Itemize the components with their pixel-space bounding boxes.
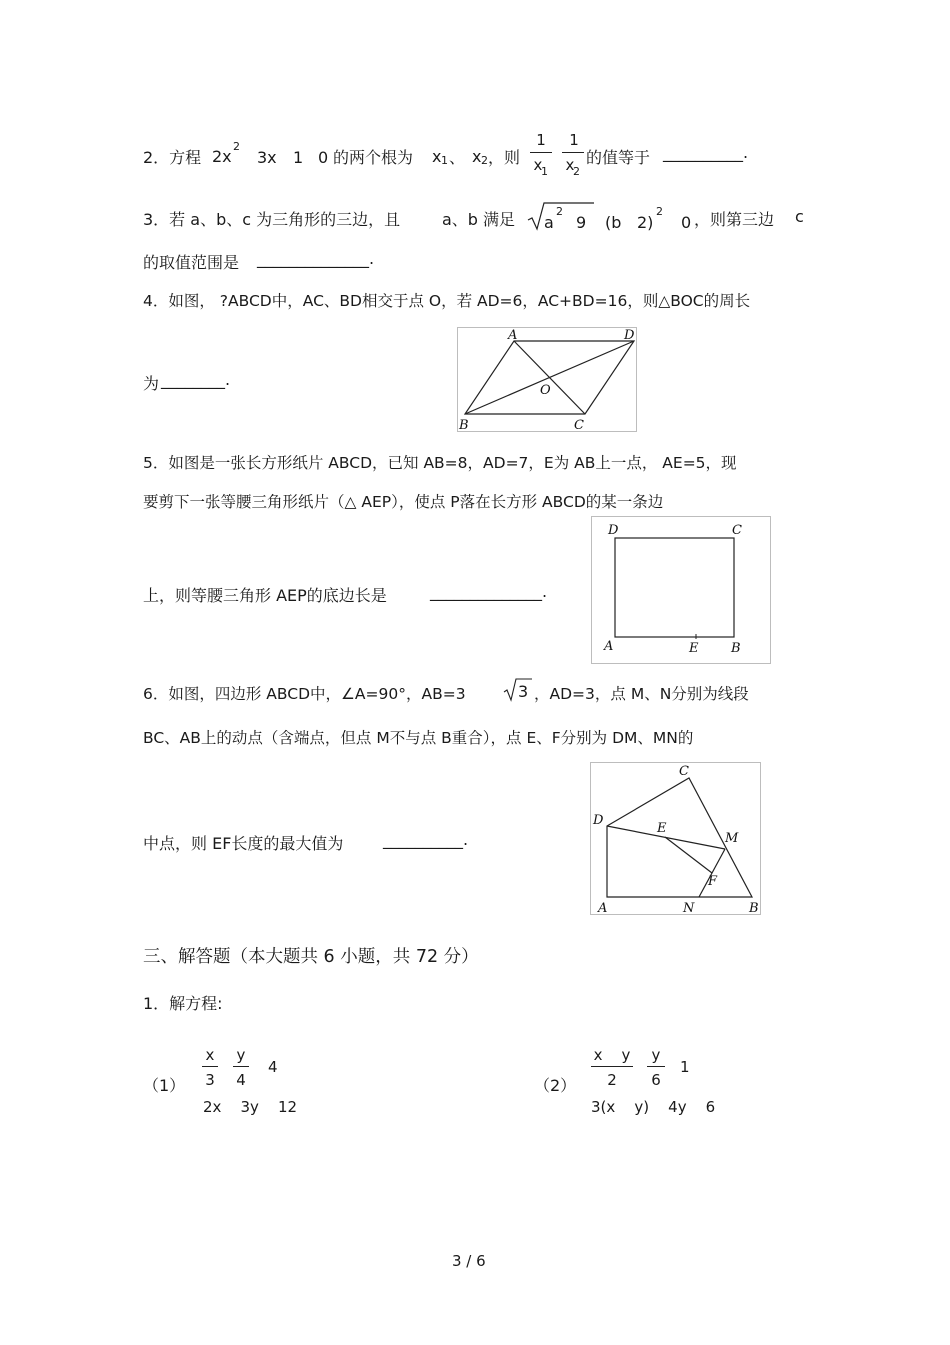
- quadrilateral-diagram: [591, 763, 760, 914]
- label-B: B: [731, 641, 741, 656]
- q6-line1-a: 6．如图，四边形 ABCD中，∠A=90°，AB=3: [143, 685, 466, 703]
- q3-line2: 的取值范围是: [143, 253, 240, 272]
- q2-root2-sub: 2: [481, 154, 488, 167]
- parallelogram-figure: [457, 327, 637, 432]
- q3-line1-a: 3．若 a、b、c 为三角形的三边，且: [143, 210, 401, 229]
- q4-line1: 4．如图， ?ABCD中，AC、BD相交于点 O，若 AD=6，AC+BD=16，则△BOC的周长: [143, 292, 751, 310]
- label-A: A: [508, 328, 518, 343]
- system2-fy-den: 6: [651, 1071, 661, 1089]
- q3-zero: 0: [681, 213, 692, 232]
- q2-mid-text: 的两个根为: [333, 148, 414, 167]
- q2-then: ，则: [488, 148, 521, 167]
- q2-suffix: 的值等于: [586, 148, 651, 167]
- q6-root-value: 3: [518, 682, 529, 701]
- q3-square: 2: [656, 205, 663, 218]
- q6-line3: 中点，则 EF长度的最大值为: [143, 834, 344, 853]
- q4-answer-blank: ________.: [161, 370, 231, 389]
- q2-frac1-bar: [530, 152, 552, 153]
- diagonal-bd: [465, 341, 634, 414]
- label-A: A: [604, 639, 614, 654]
- label-B: B: [749, 901, 759, 914]
- system1-fx-den: 3: [205, 1071, 215, 1089]
- q2-frac1-den-sub: 1: [541, 165, 548, 178]
- rectangle-outline: [615, 538, 734, 637]
- system2-fxy-den: 2: [607, 1071, 617, 1089]
- label-D: D: [593, 813, 604, 828]
- q2-root1: x: [432, 147, 442, 166]
- system2-label: （2）: [534, 1076, 577, 1095]
- rectangle-diagram: [592, 517, 770, 663]
- label-F: F: [708, 874, 718, 889]
- q5-line1: 5．如图是一张长方形纸片 ABCD，已知 AB=8，AD=7，E为 AB上一点， AE=5，现: [143, 454, 737, 472]
- q2-root1-sub: 1: [441, 154, 448, 167]
- system2-rhs: 1: [680, 1058, 690, 1076]
- q2-frac2-den: x: [565, 156, 575, 174]
- label-C: C: [679, 764, 689, 779]
- q5-line2: 要剪下一张等腰三角形纸片（△ AEP），使点 P落在长方形 ABCD的某一条边: [143, 493, 664, 511]
- label-E: E: [657, 821, 667, 836]
- label-B: B: [459, 418, 469, 431]
- label-C: C: [574, 418, 584, 431]
- label-M: M: [725, 831, 739, 846]
- quadrilateral-figure: [590, 762, 761, 915]
- label-C: C: [732, 523, 742, 538]
- q2-frac2-den-sub: 2: [573, 165, 580, 178]
- q2-frac1-num: 1: [536, 131, 546, 149]
- q2-answer-blank: __________.: [663, 143, 749, 162]
- label-D: D: [608, 523, 619, 538]
- system2-fxy-bar: [591, 1066, 633, 1067]
- system1-fx-bar: [202, 1066, 218, 1067]
- label-E: E: [689, 641, 699, 656]
- q5-answer-blank: ______________.: [430, 582, 548, 601]
- rectangle-figure: [591, 516, 771, 664]
- q2-exponent: 2: [233, 140, 240, 153]
- label-N: N: [683, 901, 695, 914]
- q2-sep: 、: [449, 148, 466, 167]
- q3-c: c: [795, 207, 804, 226]
- q2-frac1-den: x: [533, 156, 543, 174]
- q3-rad-a: a: [544, 213, 554, 232]
- label-A: A: [598, 901, 608, 914]
- q2-term-3x: 3x: [257, 148, 277, 167]
- system1-fy-bar: [233, 1066, 249, 1067]
- page-number: 3 / 6: [452, 1252, 486, 1270]
- system1-rhs: 4: [268, 1058, 278, 1076]
- system2-line2: 3(x y) 4y 6: [591, 1098, 716, 1116]
- q3-rad-sup: 2: [556, 205, 563, 218]
- q2-term-2x: 2x: [212, 147, 232, 166]
- section-3-heading: 三、解答题（本大题共 6 小题，共 72 分）: [143, 947, 479, 967]
- q3-answer-blank: ______________.: [257, 249, 375, 268]
- q2-frac2-bar: [562, 152, 584, 153]
- parallelogram-diagram: [458, 328, 636, 431]
- q2-prefix: 2．方程: [143, 148, 202, 167]
- section-3-q1: 1．解方程:: [143, 994, 223, 1013]
- q5-line3: 上，则等腰三角形 AEP的底边长是: [143, 586, 387, 605]
- system2-fy-num: y: [651, 1046, 661, 1064]
- system1-label: （1）: [143, 1076, 186, 1095]
- q2-term-1: 1: [293, 148, 304, 167]
- q6-answer-blank: __________.: [383, 830, 469, 849]
- q2-term-0: 0: [318, 148, 329, 167]
- system1-fy-num: y: [236, 1046, 246, 1064]
- q3-rad-9: 9: [576, 213, 587, 232]
- q2-root2: x: [472, 147, 482, 166]
- label-D: D: [624, 328, 635, 343]
- q4-line2: 为: [143, 374, 160, 393]
- q3-line1-b: a、b 满足: [442, 210, 516, 229]
- q3-paren: (b: [605, 213, 622, 232]
- system1-fx-num: x: [205, 1046, 215, 1064]
- q2-frac2-num: 1: [569, 131, 579, 149]
- system1-fy-den: 4: [236, 1071, 246, 1089]
- label-O: O: [540, 383, 551, 398]
- q6-line2: BC、AB上的动点（含端点，但点 M不与点 B重合），点 E、F分别为 DM、MN的: [143, 729, 694, 747]
- q6-line1-b: ，AD=3，点 M、N分别为线段: [534, 685, 749, 703]
- system2-fy-bar: [647, 1066, 665, 1067]
- q3-two: 2): [637, 213, 654, 232]
- system1-line2: 2x 3y 12: [203, 1098, 298, 1116]
- system2-fxy-num: x y: [593, 1046, 631, 1064]
- q3-line1-c: ，则第三边: [694, 210, 775, 229]
